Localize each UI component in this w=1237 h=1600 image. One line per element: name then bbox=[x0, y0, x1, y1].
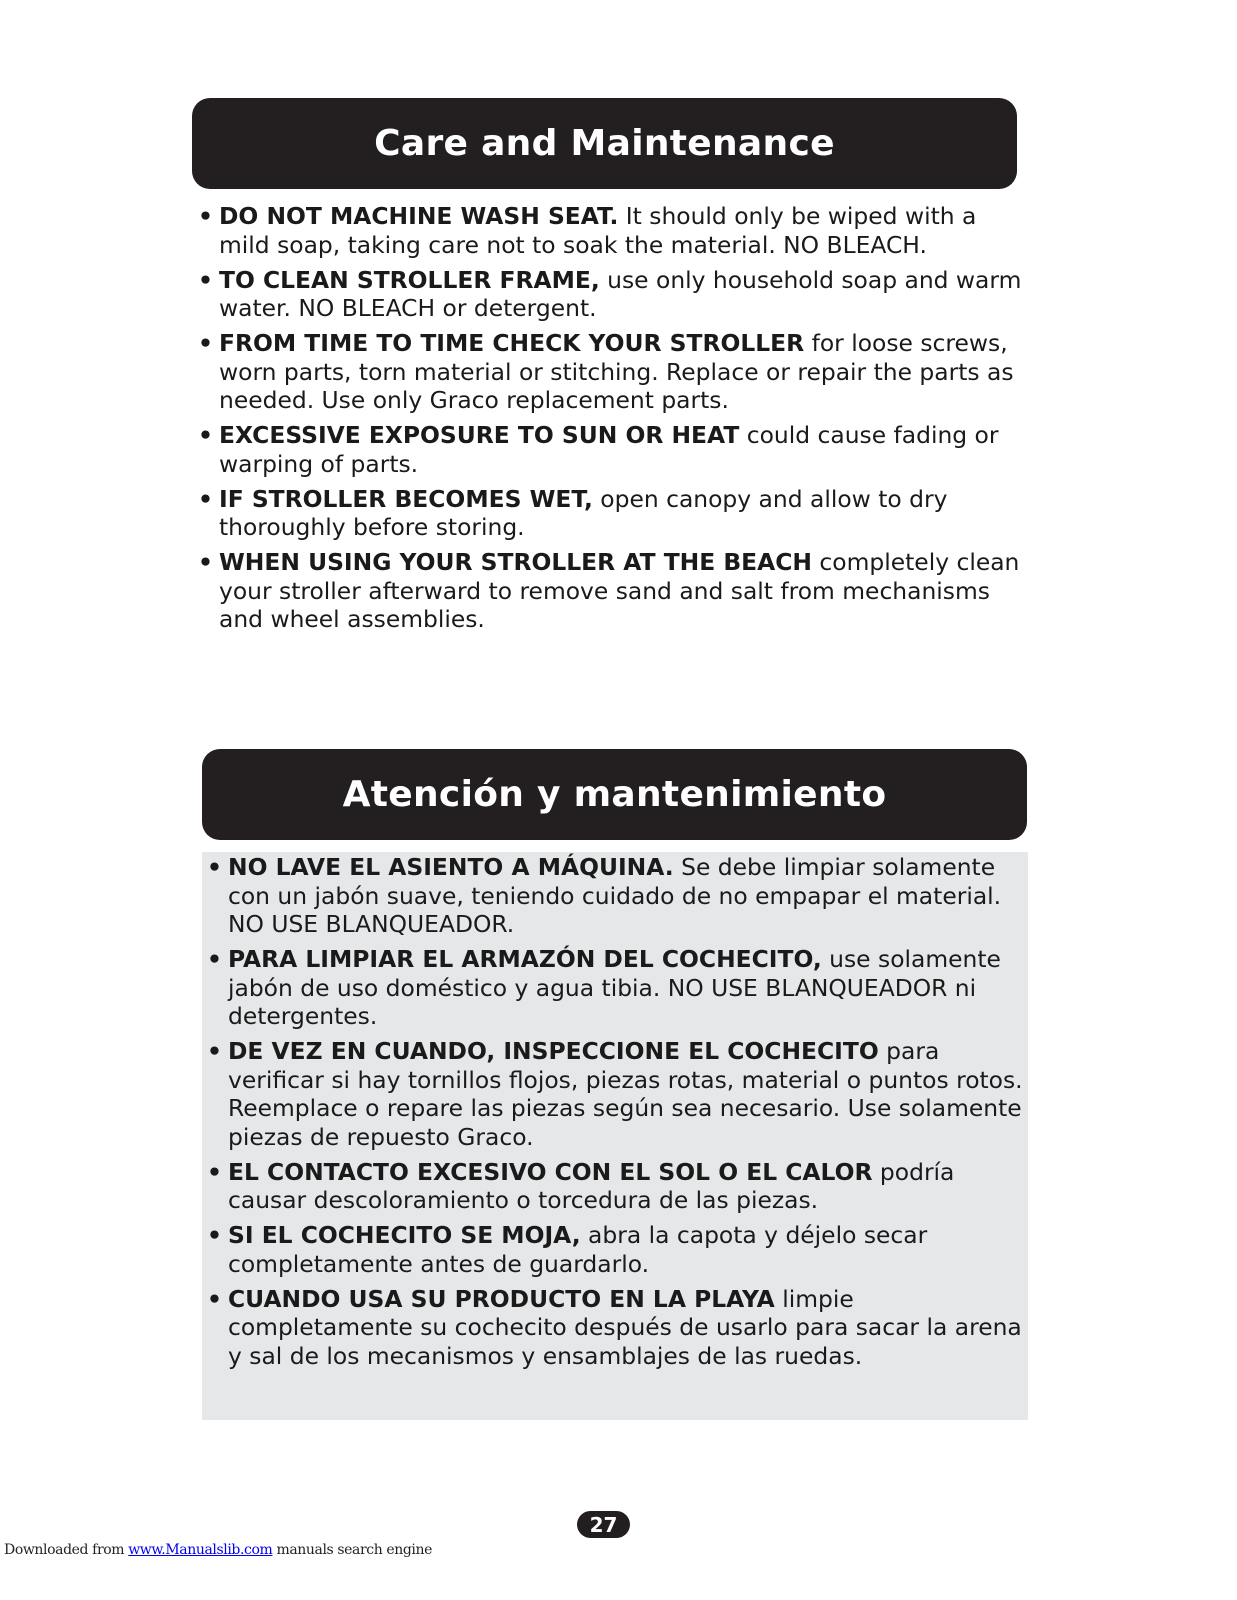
bullet-icon: • bbox=[207, 1037, 222, 1065]
bullet-icon: • bbox=[198, 329, 213, 357]
bullet-icon: • bbox=[207, 1221, 222, 1249]
section-title-spanish: Atención y mantenimiento bbox=[342, 774, 887, 815]
download-footer bbox=[4, 1542, 432, 1558]
item-heading: IF STROLLER BECOMES WET, bbox=[219, 484, 593, 513]
list-item bbox=[207, 853, 1029, 939]
item-text: could cause fading or warping of parts. bbox=[219, 421, 999, 478]
bullet-icon: • bbox=[198, 265, 213, 294]
bullet-icon: • bbox=[198, 421, 213, 449]
bullet-icon: • bbox=[198, 484, 213, 513]
item-text: use solamente jabón de uso doméstico y agua tibia. NO USE BLANQUEADOR ni detergentes. bbox=[228, 945, 1001, 1030]
item-heading: FROM TIME TO TIME CHECK YOUR STROLLER bbox=[219, 329, 805, 357]
item-text: for loose screws, worn parts, torn material or stitching. Replace or repair the parts as needed. Use only Graco replacement parts. bbox=[219, 329, 1014, 414]
list-item bbox=[198, 202, 1028, 259]
footer-suffix: manuals search engine bbox=[272, 1542, 433, 1558]
bullet-icon: • bbox=[198, 548, 213, 576]
item-heading: WHEN USING YOUR STROLLER AT THE BEACH bbox=[219, 548, 812, 576]
item-heading: EL CONTACTO EXCESIVO CON EL SOL O EL CALOR bbox=[228, 1157, 873, 1186]
list-item bbox=[198, 266, 1028, 323]
list-item bbox=[207, 945, 1029, 1031]
care-maintenance-banner bbox=[192, 98, 1017, 189]
page-number: 27 bbox=[589, 1512, 618, 1537]
list-item bbox=[198, 421, 1028, 478]
list-item bbox=[198, 485, 1028, 542]
item-text: open canopy and allow to dry thoroughly before storing. bbox=[219, 484, 948, 541]
bullet-icon: • bbox=[207, 945, 222, 973]
list-item bbox=[207, 1158, 1029, 1215]
item-text: limpie completamente su cochecito después de usarlo para sacar la arena y sal de los mecanismos y ensamblajes de las ruedas. bbox=[228, 1284, 1022, 1370]
item-heading: DE VEZ EN CUANDO, INSPECCIONE EL COCHECITO bbox=[228, 1037, 879, 1065]
care-list-spanish bbox=[207, 853, 1029, 1377]
footer-prefix: Downloaded from bbox=[4, 1542, 129, 1558]
bullet-icon: • bbox=[207, 853, 222, 881]
item-heading: CUANDO USA SU PRODUCTO EN LA PLAYA bbox=[228, 1284, 775, 1313]
item-heading: DO NOT MACHINE WASH SEAT. bbox=[219, 202, 619, 230]
care-list-english bbox=[198, 202, 1028, 640]
item-heading: NO LAVE EL ASIENTO A MÁQUINA. bbox=[228, 853, 674, 881]
page-number-badge bbox=[577, 1511, 630, 1538]
atencion-mantenimiento-banner bbox=[202, 749, 1027, 840]
list-item bbox=[207, 1221, 1029, 1278]
item-text: podría causar descoloramiento o torcedura de las piezas. bbox=[228, 1157, 955, 1214]
bullet-icon: • bbox=[198, 202, 213, 230]
list-item bbox=[198, 548, 1028, 634]
section-title-english: Care and Maintenance bbox=[374, 123, 835, 164]
item-heading: TO CLEAN STROLLER FRAME, bbox=[219, 265, 600, 294]
bullet-icon: • bbox=[207, 1157, 222, 1186]
list-item bbox=[198, 329, 1028, 415]
bullet-icon: • bbox=[207, 1284, 222, 1313]
item-text: para verificar si hay tornillos flojos, piezas rotas, material o puntos rotos. Reemplace o repare las piezas según sea necesario. Use solamente piezas de repuesto Graco. bbox=[228, 1037, 1023, 1151]
item-text: completely clean your stroller afterward to remove sand and salt from mechanisms and wheel assemblies. bbox=[219, 548, 1020, 633]
list-item bbox=[207, 1037, 1029, 1151]
item-text: abra la capota y déjelo secar completamente antes de guardarlo. bbox=[228, 1221, 928, 1278]
list-item bbox=[207, 1285, 1029, 1371]
item-heading: EXCESSIVE EXPOSURE TO SUN OR HEAT bbox=[219, 421, 740, 449]
item-heading: SI EL COCHECITO SE MOJA, bbox=[228, 1221, 581, 1249]
item-heading: PARA LIMPIAR EL ARMAZÓN DEL COCHECITO, bbox=[228, 945, 822, 973]
item-text: It should only be wiped with a mild soap, taking care not to soak the material. NO BLEACH. bbox=[219, 202, 977, 259]
item-text: Se debe limpiar solamente con un jabón suave, teniendo cuidado de no empapar el material. NO USE BLANQUEADOR. bbox=[228, 853, 1002, 938]
item-text: use only household soap and warm water. NO BLEACH or detergent. bbox=[219, 265, 1022, 322]
manualslib-link[interactable]: www.Manualslib.com bbox=[128, 1542, 273, 1558]
